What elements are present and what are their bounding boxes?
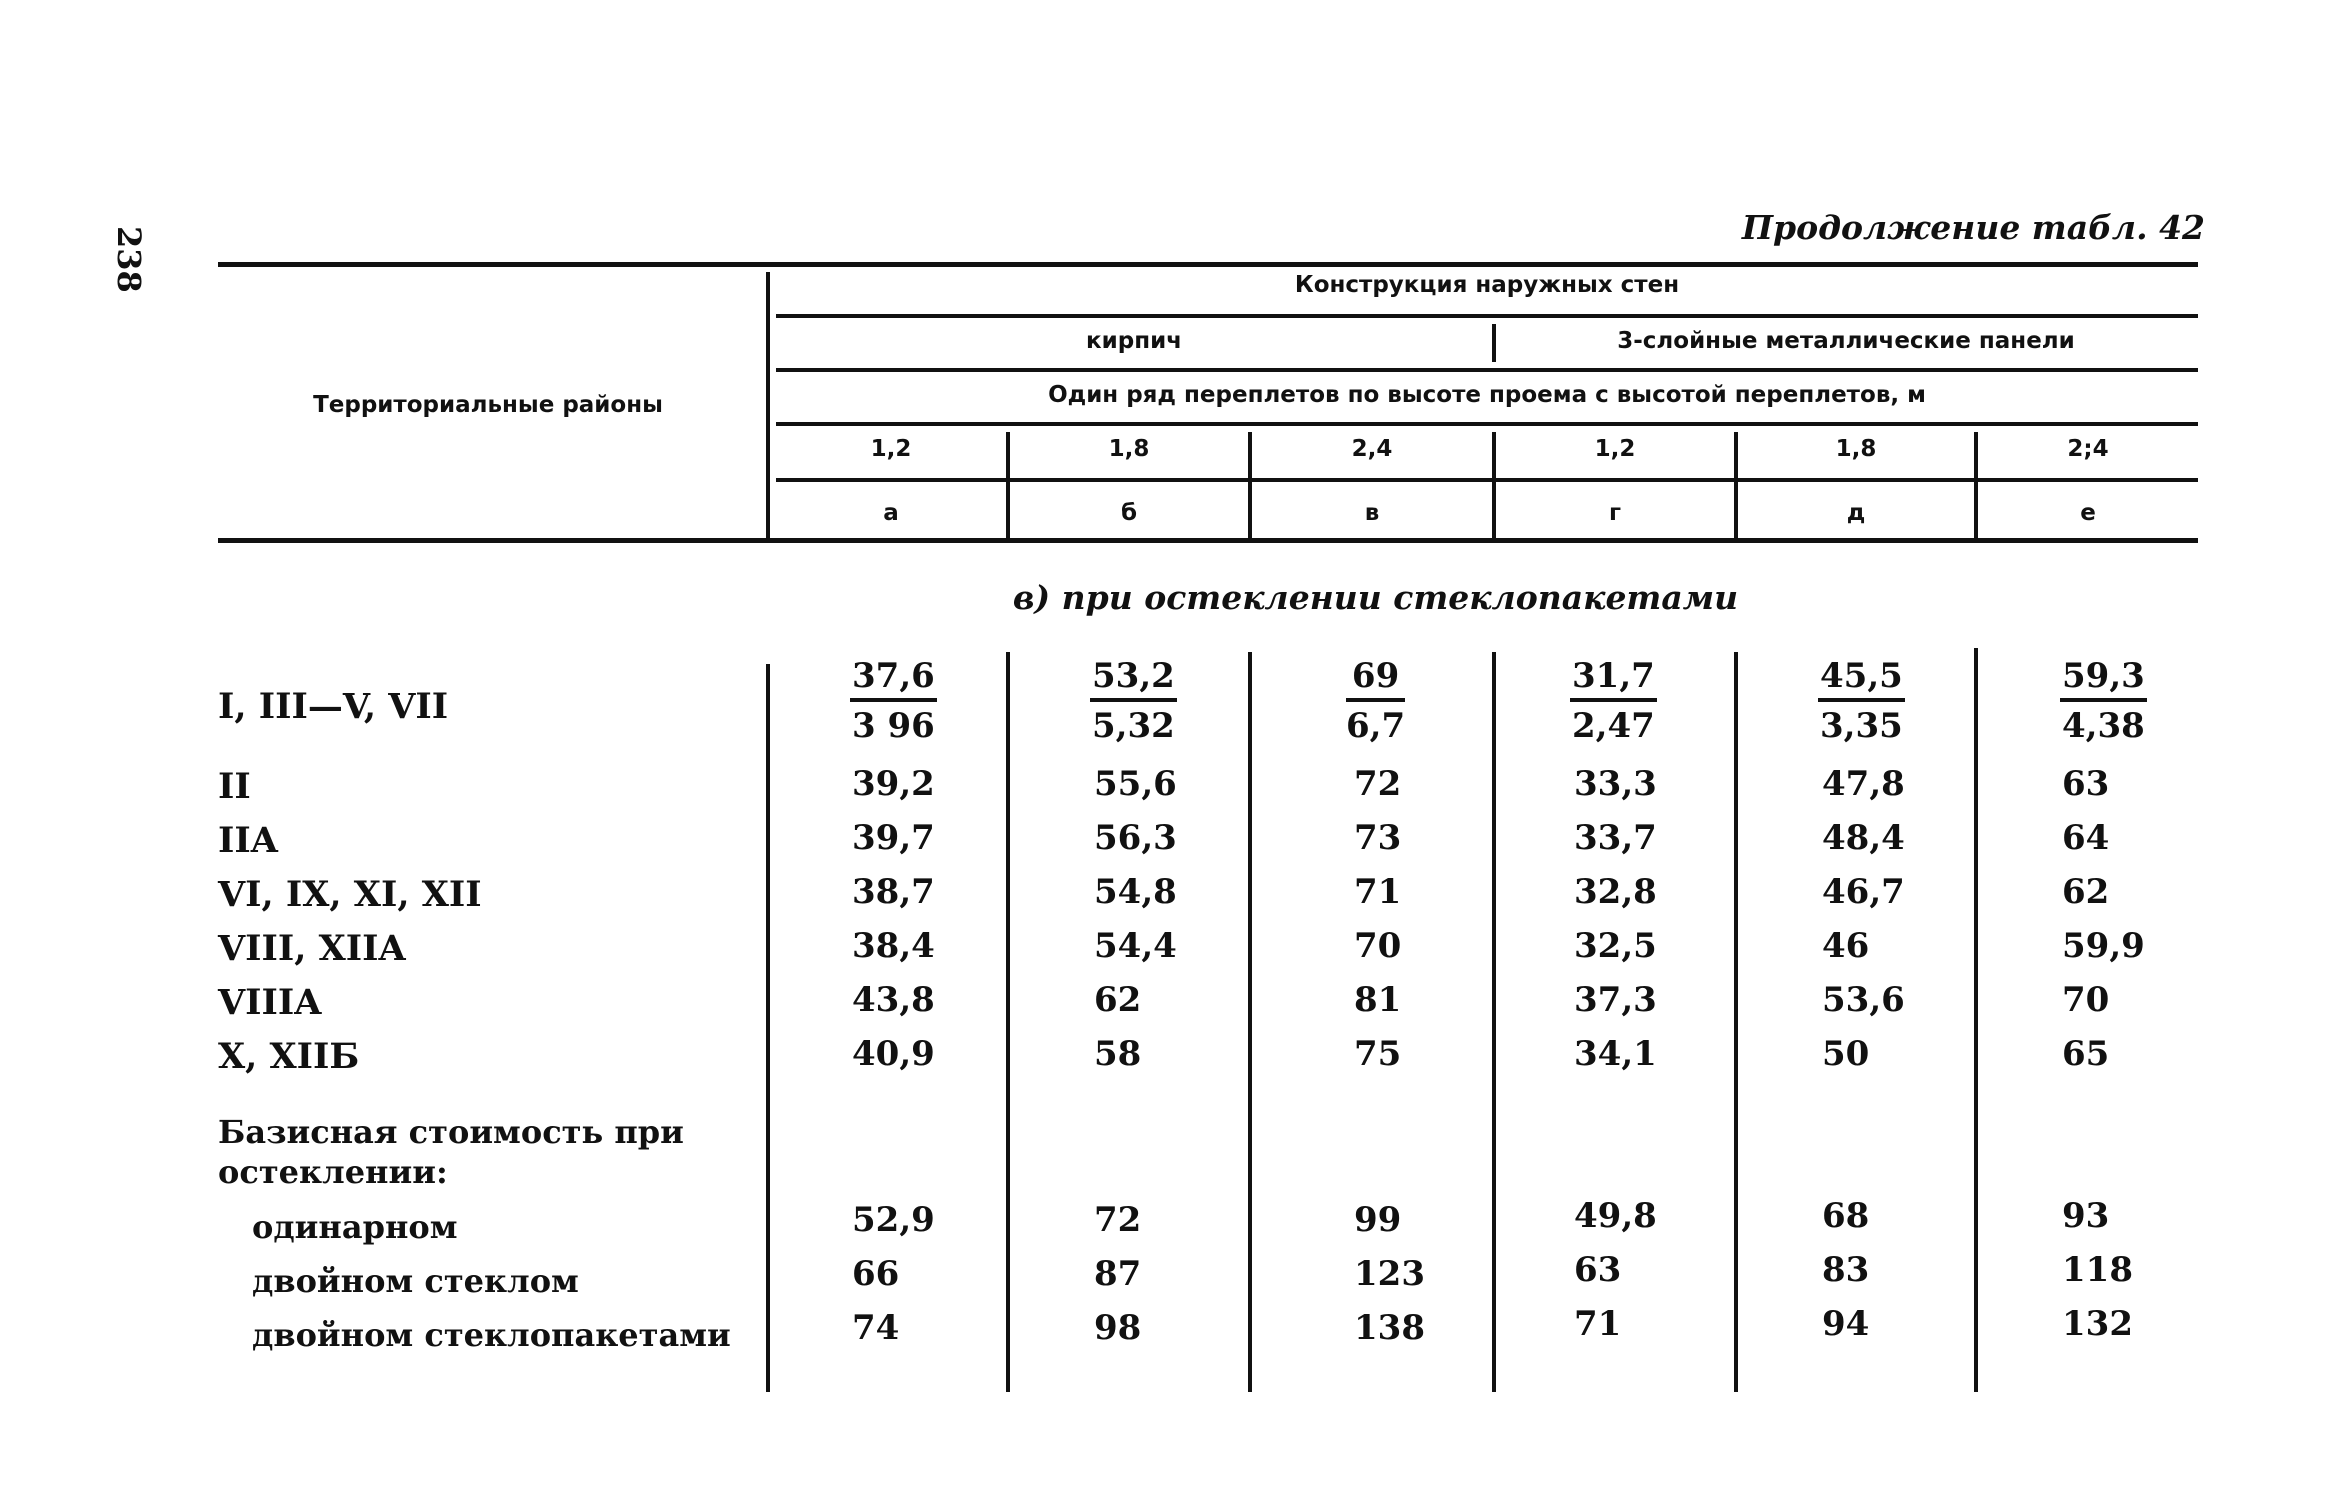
table-cell: 138 bbox=[1354, 1308, 1425, 1348]
table-cell: 43,8 bbox=[852, 980, 935, 1020]
fraction-cell-a bbox=[850, 656, 937, 746]
fraction-numerator-d: 45,5 bbox=[1818, 656, 1905, 702]
table-cell: 99 bbox=[1354, 1200, 1402, 1240]
table-cell: 39,2 bbox=[852, 764, 935, 804]
fraction-numerator-a: 37,6 bbox=[850, 656, 937, 702]
column-letter-a: а bbox=[883, 500, 899, 526]
fraction-denominator-v: 6,7 bbox=[1346, 706, 1406, 746]
base-row-label-double-units: двойном стеклопакетами bbox=[252, 1316, 731, 1354]
header-rule-1 bbox=[776, 314, 2198, 318]
table-cell: 93 bbox=[2062, 1196, 2110, 1236]
height-header-d: 1,8 bbox=[1835, 436, 1877, 462]
table-cell: 32,8 bbox=[1574, 872, 1657, 912]
header-rule-3 bbox=[776, 422, 2198, 426]
table-cell: 64 bbox=[2062, 818, 2110, 858]
fraction-numerator-e: 59,3 bbox=[2060, 656, 2147, 702]
table-cell: 132 bbox=[2062, 1304, 2133, 1344]
table-cell: 46 bbox=[1822, 926, 1870, 966]
body-divider-col-1 bbox=[1006, 652, 1010, 1392]
header-rule-4 bbox=[776, 478, 2198, 482]
table-cell: 72 bbox=[1354, 764, 1402, 804]
row-label-II: II bbox=[218, 766, 251, 807]
table-cell: 87 bbox=[1094, 1254, 1142, 1294]
table-cell: 56,3 bbox=[1094, 818, 1177, 858]
table-cell: 62 bbox=[2062, 872, 2110, 912]
row-label-I-III-V-VII: I, III—V, VII bbox=[218, 686, 449, 727]
body-divider-col-3 bbox=[1492, 652, 1496, 1392]
fraction-cell-g bbox=[1570, 656, 1657, 746]
row-label-X-XIIB: X, XIIБ bbox=[218, 1036, 360, 1077]
table-cell: 68 bbox=[1822, 1196, 1870, 1236]
table-cell: 46,7 bbox=[1822, 872, 1905, 912]
table-cell: 50 bbox=[1822, 1034, 1870, 1074]
table-cell: 123 bbox=[1354, 1254, 1425, 1294]
row-label-IIA: IIA bbox=[218, 820, 278, 861]
page-number: 238 bbox=[110, 226, 148, 293]
fraction-denominator-d: 3,35 bbox=[1820, 706, 1903, 746]
column-letter-e: е bbox=[2080, 500, 2096, 526]
table-cell: 73 bbox=[1354, 818, 1402, 858]
table-cell: 33,7 bbox=[1574, 818, 1657, 858]
table-cell: 40,9 bbox=[852, 1034, 935, 1074]
table-cell: 81 bbox=[1354, 980, 1402, 1020]
section-title: в) при остеклении стеклопакетами bbox=[1012, 578, 1739, 617]
table-cell: 38,7 bbox=[852, 872, 935, 912]
table-cell: 62 bbox=[1094, 980, 1142, 1020]
table-cell: 37,3 bbox=[1574, 980, 1657, 1020]
table-cell: 32,5 bbox=[1574, 926, 1657, 966]
table-cell: 75 bbox=[1354, 1034, 1402, 1074]
fraction-denominator-e: 4,38 bbox=[2062, 706, 2145, 746]
fraction-denominator-b: 5,32 bbox=[1092, 706, 1175, 746]
fraction-numerator-b: 53,2 bbox=[1090, 656, 1177, 702]
table-cell: 54,8 bbox=[1094, 872, 1177, 912]
table-cell: 55,6 bbox=[1094, 764, 1177, 804]
fraction-cell-e bbox=[2060, 656, 2147, 746]
table-cell: 118 bbox=[2062, 1250, 2133, 1290]
table-continuation-caption: Продолжение табл. 42 bbox=[1741, 208, 2205, 247]
height-header-v: 2,4 bbox=[1351, 436, 1393, 462]
height-header-b: 1,8 bbox=[1108, 436, 1150, 462]
body-divider-col-2 bbox=[1248, 652, 1252, 1392]
header-rule-2 bbox=[776, 368, 2198, 372]
body-divider-col-4 bbox=[1734, 652, 1738, 1392]
walls-construction-header: Конструкция наружных стен bbox=[1294, 272, 1680, 298]
column-letter-b: б bbox=[1120, 500, 1138, 526]
panels-header: 3-слойные металлические панели bbox=[1617, 328, 2075, 354]
table-cell: 34,1 bbox=[1574, 1034, 1657, 1074]
row-label-VIIIA: VIIIA bbox=[218, 982, 322, 1023]
table-cell: 48,4 bbox=[1822, 818, 1905, 858]
table-cell: 53,6 bbox=[1822, 980, 1905, 1020]
table-cell: 72 bbox=[1094, 1200, 1142, 1240]
body-divider-col-5 bbox=[1974, 648, 1978, 1392]
base-row-label-single: одинарном bbox=[252, 1208, 458, 1246]
header-divider-main bbox=[766, 272, 770, 538]
column-letter-g: г bbox=[1608, 500, 1622, 526]
column-letter-v: в bbox=[1364, 500, 1380, 526]
fraction-cell-v bbox=[1346, 656, 1405, 746]
table-cell: 39,7 bbox=[852, 818, 935, 858]
table-cell: 83 bbox=[1822, 1250, 1870, 1290]
header-top-rule bbox=[218, 262, 2198, 267]
fraction-numerator-v: 69 bbox=[1346, 656, 1405, 702]
fraction-numerator-g: 31,7 bbox=[1570, 656, 1657, 702]
frames-note-header: Один ряд переплетов по высоте проема с высотой переплетов, м bbox=[1048, 382, 1926, 408]
table-cell: 71 bbox=[1574, 1304, 1622, 1344]
table-cell: 38,4 bbox=[852, 926, 935, 966]
fraction-denominator-a: 3 96 bbox=[852, 706, 935, 746]
height-header-e: 2;4 bbox=[2067, 436, 2109, 462]
base-row-label-double-glass: двойном стеклом bbox=[252, 1262, 579, 1300]
table-cell: 49,8 bbox=[1574, 1196, 1657, 1236]
fraction-cell-d bbox=[1818, 656, 1905, 746]
table-cell: 47,8 bbox=[1822, 764, 1905, 804]
table-cell: 52,9 bbox=[852, 1200, 935, 1240]
body-divider-main bbox=[766, 664, 770, 1392]
table-cell: 65 bbox=[2062, 1034, 2110, 1074]
height-header-g: 1,2 bbox=[1594, 436, 1636, 462]
table-cell: 74 bbox=[852, 1308, 900, 1348]
fraction-cell-b bbox=[1090, 656, 1177, 746]
base-cost-label: Базисная стоимость при остеклении: bbox=[218, 1113, 684, 1191]
table-cell: 63 bbox=[2062, 764, 2110, 804]
table-cell: 63 bbox=[1574, 1250, 1622, 1290]
row-label-VI-IX-XI-XII: VI, IX, XI, XII bbox=[218, 874, 482, 915]
table-cell: 59,9 bbox=[2062, 926, 2145, 966]
row-label-header: Территориальные районы bbox=[313, 392, 663, 418]
fraction-denominator-g: 2,47 bbox=[1572, 706, 1655, 746]
table-cell: 54,4 bbox=[1094, 926, 1177, 966]
table-cell: 33,3 bbox=[1574, 764, 1657, 804]
table-cell: 66 bbox=[852, 1254, 900, 1294]
brick-header: кирпич bbox=[1086, 328, 1182, 354]
table-cell: 70 bbox=[2062, 980, 2110, 1020]
header-bottom-rule bbox=[218, 538, 2198, 543]
table-cell: 70 bbox=[1354, 926, 1402, 966]
row-label-VIII-XIIA: VIII, XIIA bbox=[218, 928, 406, 969]
table-cell: 58 bbox=[1094, 1034, 1142, 1074]
height-header-a: 1,2 bbox=[870, 436, 912, 462]
column-letter-d: д bbox=[1846, 500, 1866, 526]
table-cell: 94 bbox=[1822, 1304, 1870, 1344]
table-cell: 98 bbox=[1094, 1308, 1142, 1348]
table-cell: 71 bbox=[1354, 872, 1402, 912]
